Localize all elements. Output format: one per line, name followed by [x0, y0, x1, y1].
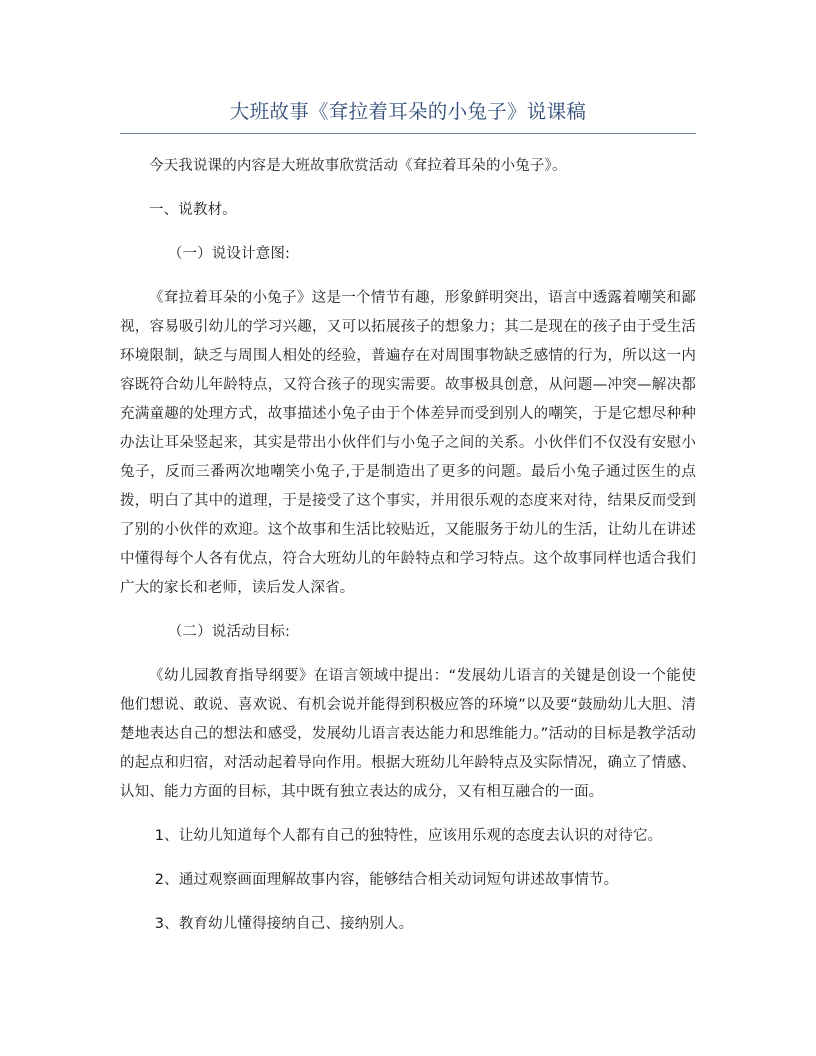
subsection-heading-design-intent: （一）说设计意图:	[167, 246, 291, 262]
intro-paragraph: 今天我说课的内容是大班故事欣赏活动《耷拉着耳朵的小兔子》。	[149, 158, 567, 174]
document-title: 大班故事《耷拉着耳朵的小兔子》说课稿	[229, 100, 587, 123]
goal-item-2: 2、通过观察画面理解故事内容，能够结合相关动词短句讲述故事情节。	[154, 872, 619, 888]
document-body	[120, 152, 696, 954]
design-intent-paragraph: 《耷拉着耳朵的小兔子》这是一个情节有趣，形象鲜明突出，语言中透露着嘲笑和鄙视，容易吸引幼儿的学习兴趣，又可以拓展孩子的想象力；其二是现在的孩子由于受生活环境限制，缺乏与周围人相处的经验，普遍存在对周围事物缺乏感情的行为，所以这一内容既符合幼儿年龄特点，又符合孩子的现实需要。故事极具创意，从问题—冲突—解决都充满童趣的处理方式，故事描述小兔子由于个体差异而受到别人的嘲笑，于是它想尽种种办法让耳朵竖起来，其实是带出小伙伴们与小兔子之间的关系。小伙伴们不仅没有安慰小兔子，反而三番两次地嘲笑小兔子,于是制造出了更多的问题。最后小兔子通过医生的点拨，明白了其中的道理，于是接受了这个事实，并用很乐观的态度来对待，结果反而受到了别的小伙伴的欢迎。这个故事和生活比较贴近，又能服务于幼儿的生活，让幼儿在讲述中懂得每个人各有优点，符合大班幼儿的年龄特点和学习特点。这个故事同样也适合我们广大的家长和老师，读后发人深省。	[120, 290, 696, 596]
goal-item-3: 3、教育幼儿懂得接纳自己、接纳别人。	[154, 916, 414, 932]
activity-goals-paragraph: 《幼儿园教育指导纲要》在语言领域中提出：“发展幼儿语言的关键是创设一个能使他们想说、敢说、喜欢说、有机会说并能得到积极应答的环境”以及要“鼓励幼儿大胆、清楚地表达自己的想法和感受，发展幼儿语言表达能力和思维能力。”活动的目标是教学活动的起点和归宿，对活动起着导向作用。根据大班幼儿年龄特点及实际情况，确立了情感、认知、能力方面的目标，其中既有独立表达的成分，又有相互融合的一面。	[120, 668, 696, 800]
goal-item-1: 1、让幼儿知道每个人都有自己的独特性，应该用乐观的态度去认识的对待它。	[154, 828, 663, 844]
section-heading-teaching-material: 一、说教材。	[149, 202, 237, 218]
subsection-heading-activity-goals: （二）说活动目标:	[167, 624, 291, 640]
title-underline	[120, 133, 696, 134]
